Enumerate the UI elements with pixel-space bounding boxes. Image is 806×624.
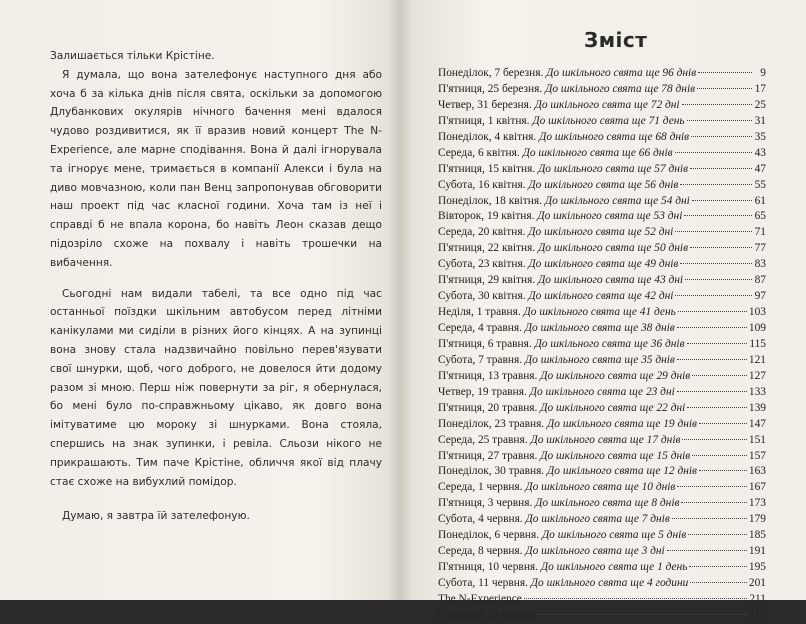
toc-entry-page-number: 61 xyxy=(754,194,766,207)
toc-entry-description: До шкільного свята ще 56 днів xyxy=(528,178,679,191)
toc-leader-dots xyxy=(697,88,752,89)
toc-leader-dots xyxy=(684,215,752,216)
toc-entry-date: Середа, 4 травня. xyxy=(438,322,522,334)
toc-leader-dots xyxy=(690,582,747,583)
toc-entry-description: До шкільного свята ще 66 днів xyxy=(522,146,673,159)
toc-entry-page-number: 151 xyxy=(748,433,766,446)
toc-entry-description: До шкільного свята ще 50 днів xyxy=(538,242,689,255)
toc-entry-date: The N-Experience xyxy=(438,592,522,605)
toc-entry-page-number: 109 xyxy=(748,322,766,334)
toc-entry xyxy=(438,178,766,194)
toc-entry-date: П'ятниця, 6 травня. xyxy=(438,337,532,350)
chapter-text xyxy=(50,47,382,526)
toc-entry-page-number: 185 xyxy=(748,529,766,542)
toc-entry-date: Середа, 25 травня. xyxy=(438,433,528,446)
toc-entry-description: До шкільного свята ще 42 дні xyxy=(528,290,674,303)
toc-entry-description: До шкільного свята ще 53 дні xyxy=(537,210,683,223)
toc-leader-dots xyxy=(692,375,747,376)
toc-entry xyxy=(438,528,766,544)
paragraph: Думаю, я завтра їй зателефоную. xyxy=(62,510,250,523)
toc-entry-page-number: 115 xyxy=(749,337,766,350)
toc-leader-dots xyxy=(687,343,748,344)
toc-entry-date: П'ятниця, 10 червня. xyxy=(438,561,538,574)
toc-entry xyxy=(438,512,766,528)
toc-entry xyxy=(438,130,766,146)
toc-entry-date: П'ятниця, 22 квітня. xyxy=(438,242,536,255)
toc-entry xyxy=(438,257,766,273)
toc-entry-description: До шкільного свята ще 17 днів xyxy=(530,433,681,446)
toc-entry-date: П'ятниця, 13 травня. xyxy=(438,369,538,382)
toc-entry-page-number: 97 xyxy=(754,290,766,303)
toc-leader-dots xyxy=(699,470,747,471)
toc-entry-description: До шкільного свята ще 35 днів xyxy=(524,353,675,366)
toc-entry xyxy=(438,209,766,225)
toc-entry-description: До шкільного свята ще 49 днів xyxy=(528,258,679,271)
toc-entry xyxy=(438,66,766,82)
toc-entry xyxy=(438,544,766,560)
toc-entry-description: До шкільного свята ще 54 дні xyxy=(544,194,690,207)
toc-entry-page-number: 167 xyxy=(748,481,766,494)
toc-entry-description: До шкільного свята ще 72 дні xyxy=(534,98,680,111)
toc-entry xyxy=(438,417,766,433)
toc-entry-date: Субота, 11 червня. xyxy=(438,577,528,589)
toc-entry-page-number: 121 xyxy=(748,353,766,366)
toc-entry-date: Середа, 6 квітня. xyxy=(438,146,520,159)
toc-leader-dots xyxy=(680,263,752,264)
toc-entry-page-number: 179 xyxy=(748,513,766,526)
toc-leader-dots xyxy=(690,168,752,169)
toc-entry-date: Вівторок, 19 квітня. xyxy=(438,210,535,223)
toc-leader-dots xyxy=(537,614,747,615)
toc-entry-date: Неділя, 1 травня. xyxy=(438,306,521,319)
toc-entry xyxy=(438,337,766,353)
toc-entry-date: Субота, 7 травня. xyxy=(438,353,523,366)
right-page xyxy=(400,0,806,621)
toc-entry-page-number: 127 xyxy=(748,369,766,382)
toc-entry xyxy=(438,98,766,114)
toc-leader-dots xyxy=(677,391,747,392)
toc-entry-date: Середа, 1 червня. xyxy=(438,481,523,494)
toc-leader-dots xyxy=(688,534,747,535)
toc-entry xyxy=(438,321,766,337)
toc-entry xyxy=(438,305,766,321)
toc-entry-date: П'ятниця, 27 травня. xyxy=(438,449,538,462)
toc-entry-page-number: 87 xyxy=(754,274,766,287)
toc-entry-description: До шкільного свята ще 43 дні xyxy=(538,274,684,287)
toc-leader-dots xyxy=(677,359,747,360)
toc-entry xyxy=(438,194,766,210)
toc-leader-dots xyxy=(677,486,747,487)
paragraph: Залишається тільки Крістіне. xyxy=(50,50,215,62)
toc-entry-date: П'ятниця, 1 квітня. xyxy=(438,114,530,127)
toc-leader-dots xyxy=(677,327,747,328)
toc-entry-page-number: 25 xyxy=(754,98,766,111)
toc-entry-description: До шкільного свята ще 38 днів xyxy=(524,322,675,334)
toc-entry xyxy=(438,385,766,401)
toc-entry-page-number: 147 xyxy=(748,417,766,430)
toc-leader-dots xyxy=(689,566,747,567)
toc-entry-date: Понеділок, 7 березня. xyxy=(438,67,544,79)
toc-entry xyxy=(438,289,766,305)
toc-entry-description: До шкільного свята ще 22 дні xyxy=(540,401,686,414)
toc-leader-dots xyxy=(690,247,752,248)
toc-entry xyxy=(438,369,766,385)
toc-entry-date: Понеділок, 6 червня. xyxy=(438,529,540,542)
toc-entry-date: Субота, 23 квітня. xyxy=(438,258,526,271)
toc-entry xyxy=(438,496,766,512)
toc-entry-page-number: 157 xyxy=(748,449,766,462)
toc-entry-description: До шкільного свята ще 8 днів xyxy=(535,497,680,510)
toc-entry-date: Понеділок, 23 травня. xyxy=(438,417,545,430)
toc-entry-description: До шкільного свята ще 1 день xyxy=(540,561,688,574)
toc-entry-description: До шкільного свята ще 19 днів xyxy=(547,417,697,430)
toc-entry xyxy=(438,449,766,465)
toc-leader-dots xyxy=(685,279,752,280)
toc-entry-page-number: 139 xyxy=(748,401,766,414)
toc-leader-dots xyxy=(698,72,752,73)
toc-entry-date: Четвер, 19 травня. xyxy=(438,385,527,398)
toc-entry-page-number: 173 xyxy=(748,497,766,510)
toc-entry xyxy=(438,401,766,417)
toc-entry-description: До шкільного свята ще 15 днів xyxy=(540,449,691,462)
toc-entry-description: До шкільного свята ще 52 дні xyxy=(528,226,674,239)
toc-entry-description: До шкільного свята ще 78 днів xyxy=(545,82,696,95)
toc-leader-dots xyxy=(687,120,752,121)
toc-entry xyxy=(438,433,766,449)
toc-entry xyxy=(438,82,766,98)
toc-leader-dots xyxy=(692,200,752,201)
toc-leader-dots xyxy=(692,455,747,456)
toc-entry-page-number: 83 xyxy=(754,258,766,271)
toc-entry xyxy=(438,273,766,289)
toc-entry-page-number: 71 xyxy=(754,226,766,239)
toc-entry xyxy=(438,146,766,162)
toc-entry-page-number: 219 xyxy=(748,608,766,621)
toc-entry-page-number: 211 xyxy=(749,592,766,605)
toc-entry-description: До шкільного свята ще 41 день xyxy=(523,306,676,319)
toc-entry-page-number: 191 xyxy=(748,545,766,558)
toc-entry-page-number: 195 xyxy=(748,561,766,574)
table-of-contents xyxy=(438,66,766,624)
toc-leader-dots xyxy=(672,518,747,519)
toc-entry-page-number: 35 xyxy=(754,130,766,143)
toc-entry-description: До шкільного свята ще 23 дні xyxy=(529,385,675,398)
toc-entry xyxy=(438,480,766,496)
toc-entry-date: П'ятниця, 3 червня. xyxy=(438,497,533,510)
toc-entry-description: До шкільного свята ще 7 днів xyxy=(525,513,670,526)
toc-entry xyxy=(438,114,766,130)
left-page xyxy=(0,0,400,600)
toc-entry-date: Субота, 30 квітня. xyxy=(438,290,526,303)
toc-entry-description: До шкільного свята ще 36 днів xyxy=(534,337,685,350)
toc-entry xyxy=(438,608,766,624)
toc-leader-dots xyxy=(682,104,752,105)
toc-entry-date: Субота, 4 червня. xyxy=(438,513,523,526)
toc-entry-page-number: 31 xyxy=(754,114,766,127)
toc-entry-date: Понеділок, 4 квітня. xyxy=(438,130,537,143)
toc-entry-date: Понеділок, 30 травня. xyxy=(438,465,545,478)
toc-entry xyxy=(438,241,766,257)
toc-entry-page-number: 77 xyxy=(754,242,766,255)
toc-entry-page-number: 103 xyxy=(748,306,766,319)
toc-leader-dots xyxy=(691,136,752,137)
toc-entry-page-number: 43 xyxy=(754,146,766,159)
toc-entry-description: До шкільного свята ще 96 днів xyxy=(546,67,697,79)
toc-entry xyxy=(438,464,766,480)
toc-entry-description: До шкільного свята ще 12 днів xyxy=(547,465,697,478)
toc-entry-page-number: 163 xyxy=(748,465,766,478)
toc-leader-dots xyxy=(680,184,752,185)
toc-entry-description: До шкільного свята ще 3 дні xyxy=(525,545,665,558)
toc-title: Зміст xyxy=(584,28,648,52)
toc-leader-dots xyxy=(524,598,748,599)
toc-entry-date: Субота, 16 квітня. xyxy=(438,178,526,191)
toc-entry-page-number: 47 xyxy=(754,162,766,175)
toc-leader-dots xyxy=(675,295,752,296)
toc-entry-date: Понеділок, 18 квітня. xyxy=(438,194,542,207)
toc-leader-dots xyxy=(667,550,747,551)
toc-entry xyxy=(438,560,766,576)
toc-entry-page-number: 55 xyxy=(754,178,766,191)
toc-entry-page-number: 201 xyxy=(748,577,766,589)
toc-leader-dots xyxy=(699,423,747,424)
toc-entry xyxy=(438,576,766,592)
toc-entry xyxy=(438,162,766,178)
toc-entry xyxy=(438,225,766,241)
toc-entry-date: П'ятниця, 25 березня. xyxy=(438,82,543,95)
toc-entry-page-number: 17 xyxy=(754,82,766,95)
toc-leader-dots xyxy=(678,311,747,312)
toc-leader-dots xyxy=(682,439,746,440)
toc-entry-page-number: 65 xyxy=(754,210,766,223)
toc-entry xyxy=(438,353,766,369)
toc-entry-date: Середа, 8 червня. xyxy=(438,545,523,558)
toc-entry-page-number: 133 xyxy=(748,385,766,398)
toc-entry-page-number: 9 xyxy=(760,67,766,79)
toc-leader-dots xyxy=(675,231,752,232)
toc-entry-date: П'ятниця, 20 травня. xyxy=(438,401,538,414)
toc-entry-date: П'ятниця, 29 червня xyxy=(438,608,536,621)
toc-entry-description: До шкільного свята ще 29 днів xyxy=(540,369,691,382)
paragraph: Сьогодні нам видали табелі, та все одно під час останньої поїздки шкільним автобусом перед літніми канікулами ми сиділи в різних його кінцях. А на зупинці вона знову стала надзвичайно повільно перев'язувати свої шнурки, щоб, чого доброго, не довелося йти додому разом зі мною. Перш ніж повернути за ріг, я обернулася, бо мені було по-справжньому цікаво, як довго вона імітуватиме цю мороку зі шнурками. Вона стояла, спершись на знак зупинки, і ревіла. Сльози нікого не прикрашають. Тим паче Крістіне, обличчя якої від плачу стає схоже на вибухлий помідор. xyxy=(50,287,382,488)
paragraph: Я думала, що вона зателефонує наступного дня або хоча б за кілька днів після свята, оскільки за допомогою Длубанкових окулярів нічного бачення мені вдалося чудово роздивитися, як її вразив новий концерт The N-Experience, але марне сподівання. Вона й далі ігнорувала та ігнорує мене, тримається в компанії Алекси і була на диво мовчазною, коли пан Венц запропонував обговорити наш проект під час класної години. Хоча там із неї і справді б не впала корона, бо навіть Леон сказав дещо підозріло схоже на похвалу і навіть трошечки на вибачення. xyxy=(50,68,382,269)
toc-entry-description: До шкільного свята ще 57 днів xyxy=(538,162,689,175)
toc-entry-description: До шкільного свята ще 71 день xyxy=(532,114,685,127)
toc-entry-date: Четвер, 31 березня. xyxy=(438,98,532,111)
toc-entry-description: До шкільного свята ще 10 днів xyxy=(525,481,676,494)
toc-leader-dots xyxy=(675,152,752,153)
toc-entry-description: До шкільного свята ще 5 днів xyxy=(541,529,687,542)
toc-leader-dots xyxy=(687,407,747,408)
toc-entry-date: П'ятниця, 15 квітня. xyxy=(438,162,536,175)
toc-entry-description: До шкільного свята ще 4 години xyxy=(530,577,689,589)
toc-leader-dots xyxy=(681,502,746,503)
toc-entry-description: До шкільного свята ще 68 днів xyxy=(539,130,690,143)
toc-entry-date: Середа, 20 квітня. xyxy=(438,226,526,239)
toc-entry-date: П'ятниця, 29 квітня. xyxy=(438,274,536,287)
